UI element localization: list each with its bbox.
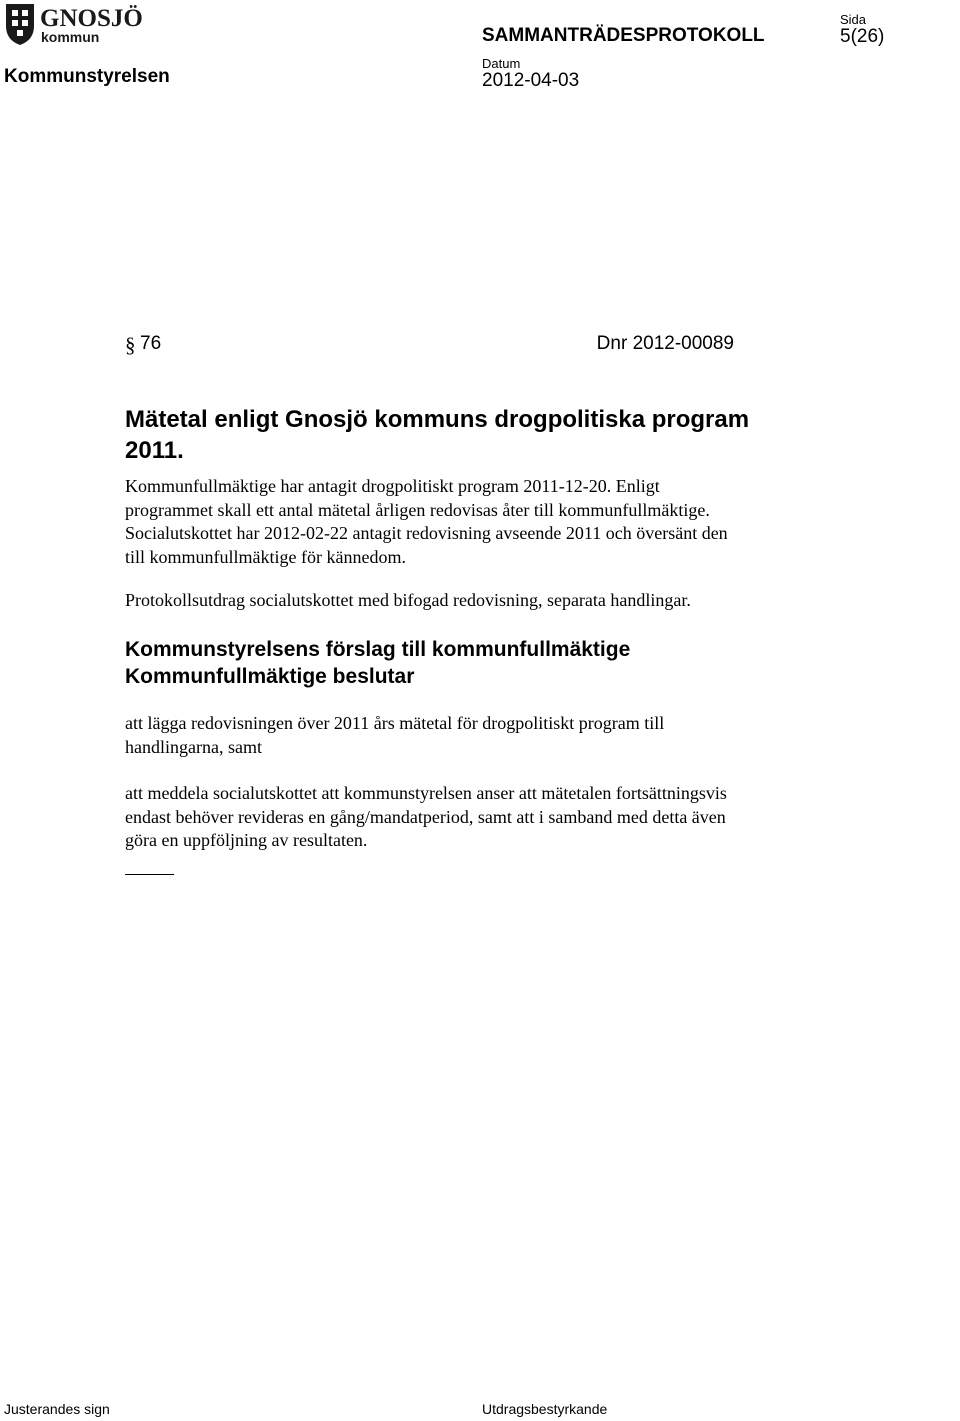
gnosjo-logo [4, 2, 164, 46]
text-line: till kommunfullmäktige för kännedom. [125, 546, 406, 567]
page-label: Sida [840, 12, 867, 27]
subheading-proposal: Kommunstyrelsens förslag till kommunfullmäktige [125, 638, 631, 661]
page-number: 5(26) [840, 26, 885, 47]
text-line: göra en uppföljning av resultaten. [125, 830, 368, 850]
subheading-decision: Kommunfullmäktige beslutar [125, 665, 415, 688]
paragraph-number: 76 [140, 333, 162, 354]
section-heading [125, 404, 825, 466]
text-line: att meddela socialutskottet att kommunstyrelsen anser att mätetalen fortsättningsvis [125, 783, 727, 803]
body-paragraph-attachment: Protokollsutdrag socialutskottet med bifogad redovisning, separata handlingar. [125, 590, 691, 610]
organization-name: Kommunstyrelsen [4, 66, 170, 87]
text-line: Kommunfullmäktige har antagit drogpolitiskt program 2011-12-20. Enligt [125, 476, 660, 496]
decision-item-1 [125, 712, 825, 759]
paragraph-sign: § [125, 333, 136, 357]
heading-line: Mätetal enligt Gnosjö kommuns drogpolitiska program [125, 406, 750, 433]
text-line: programmet skall ett antal mätetal årligen redovisas åter till kommunfullmäktige. [125, 499, 710, 520]
document-title: SAMMANTRÄDESPROTOKOLL [482, 25, 765, 46]
logo-wordmark: GNOSJÖ [40, 5, 143, 32]
end-of-section-rule [125, 874, 174, 875]
footer-certification-label: Utdragsbestyrkande [482, 1401, 608, 1417]
coat-of-arms-icon [6, 4, 34, 45]
date-label: Datum [482, 56, 521, 71]
logo-subtext: kommun [41, 29, 100, 45]
body-paragraph-background [125, 475, 825, 569]
footer-signature-label: Justerandes sign [4, 1401, 110, 1417]
text-line: handlingarna, samt [125, 736, 262, 757]
text-line: Socialutskottet har 2012-02-22 antagit redovisning avseende 2011 och översänt den [125, 523, 728, 543]
diary-number: Dnr 2012-00089 [596, 333, 734, 354]
heading-line: 2011. [125, 437, 184, 464]
date-value: 2012-04-03 [482, 70, 580, 91]
text-line: att lägga redovisningen över 2011 års mätetal för drogpolitiskt program till [125, 713, 665, 733]
text-line: endast behöver revideras en gång/mandatperiod, samt att i samband med detta även [125, 806, 726, 827]
decision-item-2 [125, 782, 825, 853]
